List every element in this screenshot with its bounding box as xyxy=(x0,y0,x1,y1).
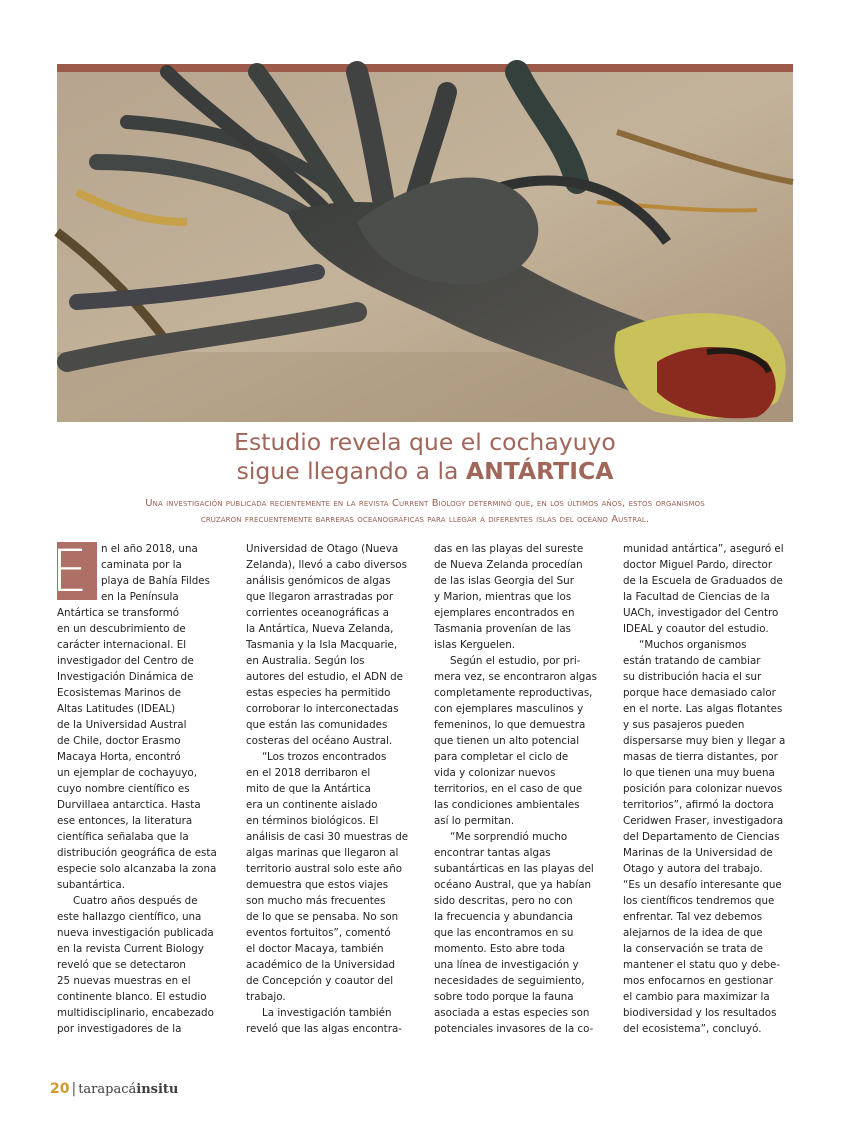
body-text-line: vida y colonizar nuevos xyxy=(434,767,556,779)
body-text-line: eventos fortuitos”, comentó xyxy=(246,927,391,939)
body-text-line: corroborar lo interconectadas xyxy=(246,703,399,715)
body-column-2 xyxy=(246,541,418,1037)
body-text-line: que las encontramos en su xyxy=(434,927,574,939)
body-text-line: Investigación Dinámica de xyxy=(57,671,194,683)
body-text-line: posición para colonizar nuevos xyxy=(623,783,783,795)
body-text-line: Según el estudio, por pri- xyxy=(450,655,581,667)
body-text-line: análisis genómicos de algas xyxy=(246,575,391,587)
body-text-line: das en las playas del sureste xyxy=(434,543,584,555)
body-text-line: de la Universidad Austral xyxy=(57,719,187,731)
body-text-line: con ejemplares masculinos y xyxy=(434,703,584,715)
body-text-line: playa de Bahía Fildes xyxy=(101,575,211,587)
body-text-line: de Concepción y coautor del xyxy=(246,975,394,987)
article-headline xyxy=(57,428,793,486)
body-text-line: munidad antártica”, aseguró el xyxy=(623,543,784,555)
body-text-line: de Nueva Zelanda procedían xyxy=(434,559,583,571)
body-text-line: científica señalaba que la xyxy=(57,831,189,843)
body-text-line: UACh, investigador del Centro xyxy=(623,607,779,619)
body-text-line: mantener el statu quo y debe- xyxy=(623,959,781,971)
page-number: 20 xyxy=(50,1081,70,1097)
body-text-line: para completar el ciclo de xyxy=(434,751,569,763)
body-text-line: distribución geográfica de esta xyxy=(57,847,217,859)
headline-emphasis: ANTÁRTICA xyxy=(465,457,614,485)
body-text-line: una línea de investigación y xyxy=(434,959,579,971)
body-text-line: costeras del océano Austral. xyxy=(246,735,393,747)
footer-divider: | xyxy=(71,1081,77,1097)
magazine-name xyxy=(78,1082,178,1097)
body-text-line: mito de que la Antártica xyxy=(246,783,371,795)
body-text-line: “Me sorprendió mucho xyxy=(450,831,568,843)
body-text-line: completamente reproductivas, xyxy=(434,687,593,699)
body-text-line: que están las comunidades xyxy=(246,719,388,731)
body-text-line: un ejemplar de cochayuyo, xyxy=(57,767,197,779)
body-text-line: Tasmania provenían de las xyxy=(434,623,572,635)
body-text-line: masas de tierra distantes, por xyxy=(623,751,778,763)
body-text-line: están tratando de cambiar xyxy=(623,655,761,667)
body-text-line: continente blanco. El estudio xyxy=(57,991,207,1003)
body-text-line: de las islas Georgia del Sur xyxy=(434,575,574,587)
body-text-line: IDEAL y coautor del estudio. xyxy=(623,623,769,635)
body-text-line: Durvillaea antarctica. Hasta xyxy=(57,799,201,811)
page-footer xyxy=(50,1080,178,1099)
body-text-line: cuyo nombre científico es xyxy=(57,783,190,795)
headline-line-2 xyxy=(57,457,793,486)
body-text-line: y sus pasajeros pueden xyxy=(623,719,745,731)
dropcap-letter: E xyxy=(51,537,88,605)
body-text-line: estas especies ha permitido xyxy=(246,687,391,699)
magazine-name-suffix: insitu xyxy=(136,1082,179,1097)
magazine-name-prefix: tarapacá xyxy=(78,1082,137,1097)
body-text-line: en Australia. Según los xyxy=(246,655,365,667)
body-text-line: en el 2018 derribaron el xyxy=(246,767,371,779)
body-text-line: la conservación se trata de xyxy=(623,943,763,955)
body-text-line: alejarnos de la idea de que xyxy=(623,927,763,939)
body-text-line: caminata por la xyxy=(101,559,182,571)
body-text-line: por investigadores de la xyxy=(57,1023,182,1035)
body-text-line: Otago y autora del trabajo. xyxy=(623,863,763,875)
body-text-line: n el año 2018, una xyxy=(101,543,198,555)
body-column-4 xyxy=(623,541,795,1037)
body-text-line: análisis de casi 30 muestras de xyxy=(246,831,409,843)
body-text-line: “Muchos organismos xyxy=(639,639,747,651)
body-text-line: autores del estudio, el ADN de xyxy=(246,671,403,683)
body-text-line: este hallazgo científico, una xyxy=(57,911,202,923)
body-text-line: necesidades de seguimiento, xyxy=(434,975,585,987)
body-text-line: la Antártica, Nueva Zelanda, xyxy=(246,623,394,635)
body-text-line: el cambio para maximizar la xyxy=(623,991,770,1003)
article-lead xyxy=(60,496,790,528)
body-text-line: Altas Latitudes (IDEAL) xyxy=(57,703,176,715)
body-text-line: océano Austral, que ya habían xyxy=(434,879,592,891)
body-text-line: encontrar tantas algas xyxy=(434,847,551,859)
body-text-line: demuestra que estos viajes xyxy=(246,879,389,891)
body-text-line: de lo que se pensaba. No son xyxy=(246,911,399,923)
body-text-line: de Chile, doctor Erasmo xyxy=(57,735,181,747)
body-text-line: son mucho más frecuentes xyxy=(246,895,386,907)
body-text-line: el doctor Macaya, también xyxy=(246,943,384,955)
body-text-line: reveló que se detectaron xyxy=(57,959,186,971)
body-text-line: trabajo. xyxy=(246,991,286,1003)
body-text-line: Marinas de la Universidad de xyxy=(623,847,773,859)
body-text-line: en la revista Current Biology xyxy=(57,943,204,955)
body-text-line: Zelanda), llevó a cabo diversos xyxy=(246,559,407,571)
lead-line-1: Una investigación publicada recientemente en la revista Current Biology determinó que, en los últimos años, estos organismos xyxy=(145,498,705,509)
body-text-line: del ecosistema”, concluyó. xyxy=(623,1023,762,1035)
body-column-3 xyxy=(434,541,606,1037)
body-text-line: Universidad de Otago (Nueva xyxy=(246,543,399,555)
body-text-line: especie solo alcanzaba la zona xyxy=(57,863,217,875)
body-text-line: académico de la Universidad xyxy=(246,959,396,971)
body-text-line: dispersarse muy bien y llegar a xyxy=(623,735,786,747)
body-text-line: La investigación también xyxy=(262,1007,392,1019)
body-text-line: Ecosistemas Marinos de xyxy=(57,687,182,699)
body-text-line: nueva investigación publicada xyxy=(57,927,214,939)
body-text-line: Antártica se transformó xyxy=(57,607,180,619)
body-text-line: la frecuencia y abundancia xyxy=(434,911,574,923)
body-text-line: enfrentar. Tal vez debemos xyxy=(623,911,763,923)
body-text-line: momento. Esto abre toda xyxy=(434,943,566,955)
body-column-1 xyxy=(57,541,229,1037)
body-text-line: islas Kerguelen. xyxy=(434,639,516,651)
body-text-line: corrientes oceanográficas a xyxy=(246,607,389,619)
body-text-line: ese entonces, la literatura xyxy=(57,815,193,827)
body-text-line: Cuatro años después de xyxy=(73,895,198,907)
body-text-line: que tienen un alto potencial xyxy=(434,735,580,747)
body-text-line: subantártica. xyxy=(57,879,125,891)
body-text-line: algas marinas que llegaron al xyxy=(246,847,399,859)
body-text-line: doctor Miguel Pardo, director xyxy=(623,559,773,571)
body-text-line: asociada a estas especies son xyxy=(434,1007,590,1019)
body-text-line: territorio austral solo este año xyxy=(246,863,403,875)
body-text-line: su distribución hacia el sur xyxy=(623,671,762,683)
body-text-line: las condiciones ambientales xyxy=(434,799,580,811)
body-text-line: la Facultad de Ciencias de la xyxy=(623,591,770,603)
body-text-line: carácter internacional. El xyxy=(57,639,187,651)
body-text-line: “Es un desafío interesante que xyxy=(623,879,782,891)
body-text-line: que llegaron arrastradas por xyxy=(246,591,394,603)
body-text-line: territorios”, afirmó la doctora xyxy=(623,799,774,811)
body-text-line: investigador del Centro de xyxy=(57,655,194,667)
body-text-line: en la Península xyxy=(101,591,179,603)
body-text-line: era un continente aislado xyxy=(246,799,378,811)
body-text-line: mera vez, se encontraron algas xyxy=(434,671,597,683)
body-text-line: y Marion, mientras que los xyxy=(434,591,572,603)
body-text-line: multidisciplinario, encabezado xyxy=(57,1007,214,1019)
body-text-line: sobre todo porque la fauna xyxy=(434,991,574,1003)
body-text-line: en el norte. Las algas flotantes xyxy=(623,703,783,715)
body-text-line: subantárticas en las playas del xyxy=(434,863,594,875)
cochayuyo-photo xyxy=(57,72,793,422)
body-text-line: femeninos, lo que demuestra xyxy=(434,719,586,731)
headline-line-2-text: sigue llegando a la xyxy=(236,457,466,485)
body-text-line: de la Escuela de Graduados de xyxy=(623,575,783,587)
lead-line-2: cruzaron frecuentemente barreras oceanográficas para llegar a diferentes islas del océano Austral. xyxy=(200,514,650,525)
body-text-line: reveló que las algas encontra- xyxy=(246,1023,402,1035)
body-text-line: territorios, en el caso de que xyxy=(434,783,583,795)
body-text-line: lo que tienen una muy buena xyxy=(623,767,775,779)
body-text-line: sido descritas, pero no con xyxy=(434,895,573,907)
body-text-line: 25 nuevas muestras en el xyxy=(57,975,191,987)
body-text-line: en términos biológicos. El xyxy=(246,815,379,827)
body-text-line: así lo permitan. xyxy=(434,815,515,827)
body-text-line: los científicos tendremos que xyxy=(623,895,775,907)
body-text-line: del Departamento de Ciencias xyxy=(623,831,780,843)
body-text-line: ejemplares encontrados en xyxy=(434,607,575,619)
body-text-line: potenciales invasores de la co- xyxy=(434,1023,594,1035)
body-text-line: porque hace demasiado calor xyxy=(623,687,776,699)
body-text-line: “Los trozos encontrados xyxy=(262,751,387,763)
body-text-line: biodiversidad y los resultados xyxy=(623,1007,777,1019)
headline-line-1: Estudio revela que el cochayuyo xyxy=(234,428,616,456)
body-text-line: Tasmania y la Isla Macquarie, xyxy=(246,639,398,651)
body-text-line: Ceridwen Fraser, investigadora xyxy=(623,815,784,827)
body-text-line: Macaya Horta, encontró xyxy=(57,751,181,763)
body-text-line: mos enfocarnos en gestionar xyxy=(623,975,773,987)
body-text-line: en un descubrimiento de xyxy=(57,623,186,635)
